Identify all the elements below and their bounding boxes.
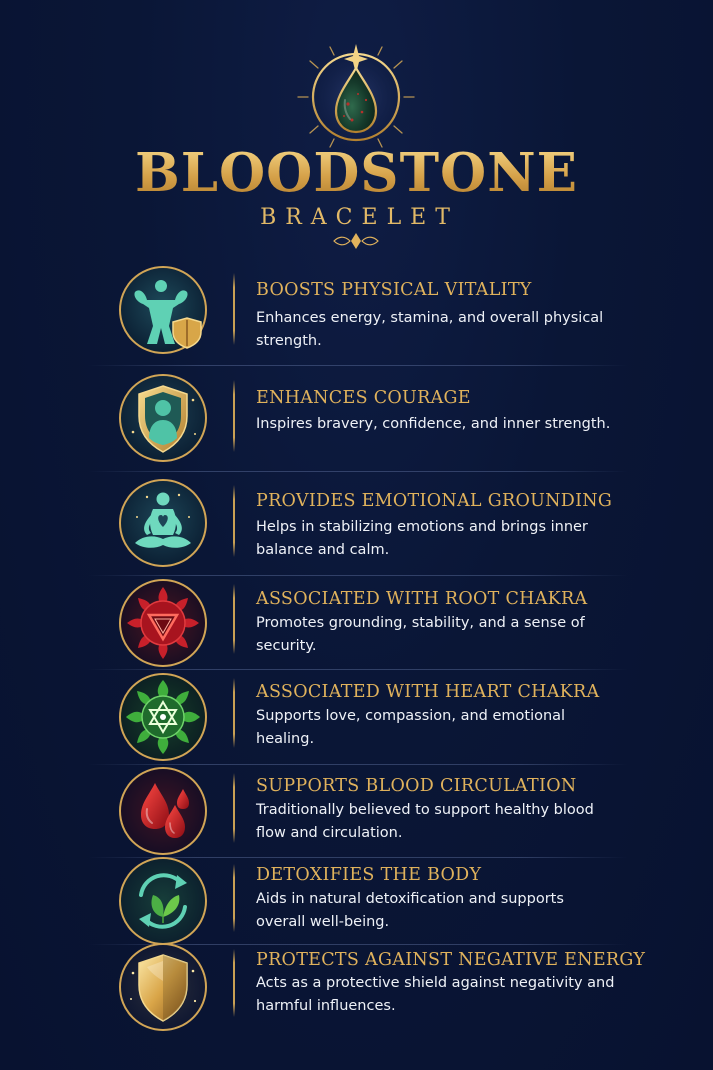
heart-chakra-icon [117,671,209,763]
benefit-description: Enhances energy, stamina, and overall physical strength. [256,310,604,349]
meditation-figure-icon [117,477,209,569]
benefit-description: Supports love, compassion, and emotional healing. [256,708,566,747]
page-subtitle: BRACELET [260,205,459,230]
benefit-heading: PROTECTS AGAINST NEGATIVE ENERGY [256,950,646,970]
courage-shield-icon [117,372,209,464]
benefit-item-heart-chakra [0,670,713,764]
benefit-description: Acts as a protective shield against negativity and harmful influences. [256,975,615,1014]
benefit-item-protection [0,945,713,1045]
benefit-description: Aids in natural detoxification and supports overall well-being. [256,891,564,930]
benefit-heading: PROVIDES EMOTIONAL GROUNDING [256,491,613,511]
benefit-item-root-chakra [0,576,713,669]
benefit-heading: ASSOCIATED WITH ROOT CHAKRA [256,589,588,609]
benefit-item-blood-circulation [0,765,713,857]
detox-leaf-icon [117,855,209,947]
benefit-item-physical-vitality [0,255,713,365]
benefit-description: Inspires bravery, confidence, and inner strength. [256,416,611,432]
muscle-figure-shield-icon [117,264,209,356]
benefit-item-detox [0,858,713,945]
benefit-heading: BOOSTS PHYSICAL VITALITY [256,280,532,300]
page-title: BLOODSTONE [0,143,713,203]
blood-drops-icon [117,765,209,857]
root-chakra-icon [117,577,209,669]
benefit-heading: SUPPORTS BLOOD CIRCULATION [256,776,577,796]
benefit-heading: ENHANCES COURAGE [256,388,471,408]
benefit-item-courage [0,366,713,470]
benefit-description: Helps in stabilizing emotions and brings inner balance and calm. [256,519,588,558]
benefit-description: Promotes grounding, stability, and a sense of security. [256,615,585,654]
benefit-description: Traditionally believed to support healthy blood flow and circulation. [256,802,594,841]
benefit-heading: DETOXIFIES THE BODY [256,865,482,885]
benefit-heading: ASSOCIATED WITH HEART CHAKRA [256,682,600,702]
header [0,0,713,255]
benefit-item-emotional-grounding [0,472,713,574]
protection-shield-icon [117,941,209,1033]
